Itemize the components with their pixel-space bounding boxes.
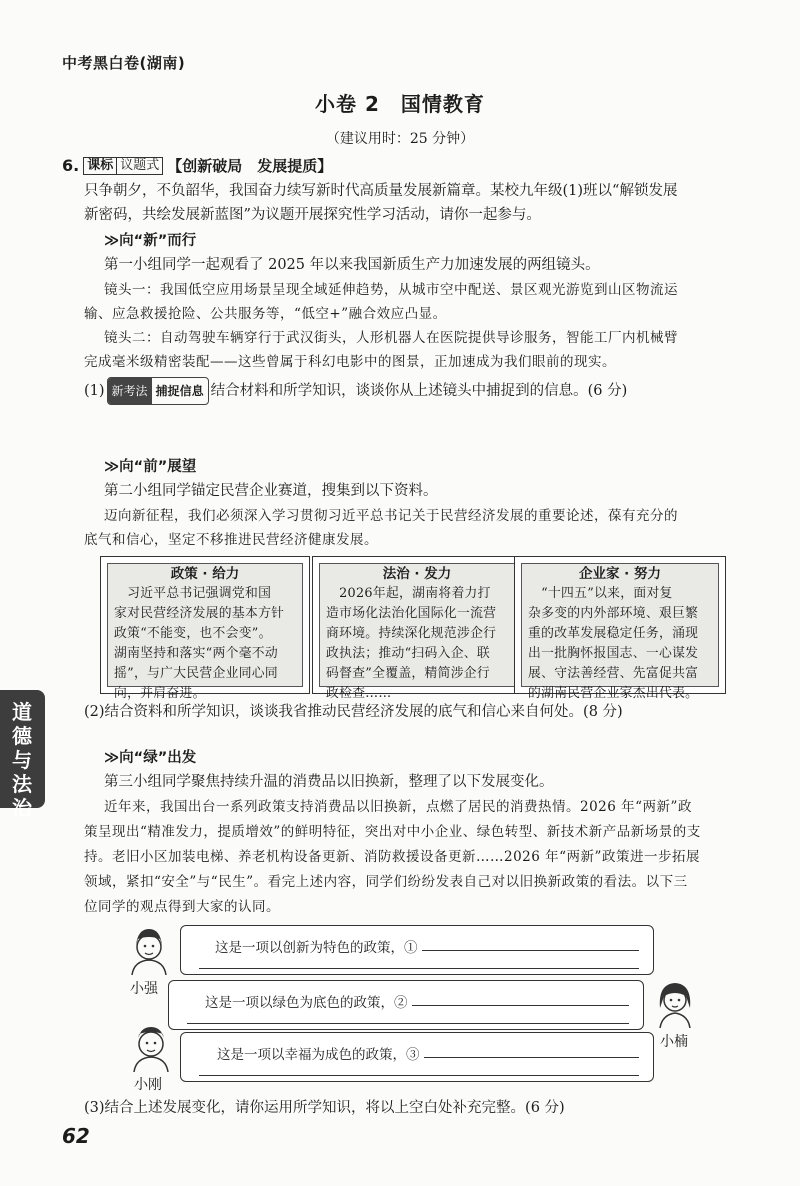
section-3-para-line-5: 位同学的观点得到大家的认同。 [84,899,280,915]
tag-topic-style: 议题式 [120,157,160,173]
subject-side-tab [0,690,45,820]
card-entrepreneur-title: 企业家 · 努力 [578,566,662,582]
card-line: 码督查”全覆盖，精简涉企行 [326,666,491,681]
card-line: 杂多变的内外部环境、艰巨繁 [528,606,699,621]
card-line: 2026年起，湖南将着力打 [326,586,491,601]
card-rule-of-law-text [326,584,508,704]
section-3-para-line-1: 近年来，我国出台一系列政策支持消费品以旧换新，点燃了居民的消费热情。2026 年“两新”政 [104,799,692,815]
card-line: 出一批胸怀报国志、一心谋发 [528,646,699,661]
card-line: “十四五”以来，面对复 [528,586,673,601]
suggested-time: （建议用时：25 分钟） [325,131,475,147]
boy-avatar-icon [128,1022,174,1072]
shot-2-line-2: 完成毫米级精密装配——这些曾属于科幻电影中的图景，正加速成为我们眼前的现实。 [84,354,616,370]
card-entrepreneur [514,556,726,701]
card-line: 重的改革发展稳定任务，涌现 [528,626,699,641]
question-tag [83,157,163,175]
opinion-bubble [168,980,644,1030]
card-line: 家对民营经济发展的基本方针 [114,606,285,621]
section-3-heading: ≫向“绿”出发 [104,750,197,766]
card-line: 摇”，与广大民营企业同心同 [114,666,279,681]
card-policy [100,556,310,701]
card-line: 习近平总书记强调党和国 [114,586,272,601]
card-line: 政策“不能变，也不会变”。 [114,626,272,641]
card-line: 的湖南民营企业家杰出代表。 [528,686,699,701]
opinion-text: 这是一项以创新为特色的政策，① [215,940,418,956]
answer-blank [412,991,630,1006]
card-entrepreneur-text [528,584,712,704]
opinion-bubble [180,925,654,975]
opinion-line [181,1043,653,1063]
answer-blank-line [199,968,639,969]
shot-1-line-1: 镜头一：我国低空应用场景呈现全域延伸趋势，从城市空中配送、景区观光游览到山区物流运 [104,282,678,298]
card-rule-of-law-body [319,563,515,701]
card-policy-text [114,584,296,704]
book-header: 中考黑白卷(湖南) [62,54,186,72]
card-policy-body [107,563,303,701]
card-rule-of-law-title: 法治 · 发力 [382,566,452,582]
card-line: 向，并肩奋进。 [114,686,206,701]
student-name: 小楠 [660,1034,688,1050]
student-name: 小强 [130,981,158,997]
card-line: 湖南坚持和落实“两个毫不动 [114,646,279,661]
new-method-tag [107,377,209,405]
card-policy-title: 政策 · 给力 [170,566,240,582]
sub-question-1 [84,377,627,405]
opinion-text: 这是一项以绿色为底色的政策，② [205,995,408,1011]
intro-line-2: 新密码，共绘发展新蓝图”为议题开展探究性学习活动，请你一起参与。 [84,207,541,223]
section-3-lead: 第三小组同学聚焦持续升温的消费品以旧换新，整理了以下发展变化。 [104,774,554,790]
answer-blank-line [187,1023,629,1024]
side-tab-label: 道德与法治 [12,700,32,820]
question-header [62,155,332,176]
card-line: 政检查…… [326,686,392,701]
section-1-heading: ≫向“新”而行 [104,233,197,249]
section-3-para-line-2: 策呈现出“精准发力，提质增效”的鲜明特征，突出对中小企业、绿色转型、新技术新产品新场景的支 [84,824,701,840]
sub-question-3: (3)结合上述发展变化，请你运用所学知识，将以上空白处补充完整。(6 分) [84,1100,565,1116]
answer-blank [424,1043,640,1058]
tag-curriculum: 课标 [87,158,117,174]
new-method-label: 新考法 [108,378,152,404]
section-2-heading: ≫向“前”展望 [104,459,197,475]
opinion-bubble [180,1032,654,1082]
opinion-line [169,991,643,1011]
paper-title: 小卷 2 国情教育 [315,92,485,116]
card-line: 造市场化法治化国际化一流营 [326,606,497,621]
section-1-lead: 第一小组同学一起观看了 2025 年以来我国新质生产力加速发展的两组镜头。 [104,257,600,273]
page-number: 62 [62,1124,90,1148]
q1-prefix: (1) [84,383,105,399]
student-name: 小刚 [134,1077,162,1093]
shot-2-line-1: 镜头二：自动驾驶车辆穿行于武汉街头，人形机器人在医院提供导诊服务，智能工厂内机械臂 [104,330,678,346]
section-2-lead: 第二小组同学锚定民营企业赛道，搜集到以下资料。 [104,483,438,499]
section-3-para-line-4: 领域，紧扣“安全”与“民生”。看完上述内容，同学们纷纷发表自己对以旧换新政策的看法。以下三 [84,874,688,890]
card-line: 展、守法善经营、先富促共富 [528,666,699,681]
shot-1-line-2: 输、应急救援抢险、公共服务等，“低空+”融合效应凸显。 [84,306,447,322]
card-entrepreneur-body [521,563,719,701]
sub-question-2: (2)结合资料和所学知识，谈谈我省推动民营经济发展的底气和信心来自何处。(8 分) [84,704,623,720]
card-rule-of-law [312,556,522,701]
card-line: 商环境。持续深化规范涉企行 [326,626,497,641]
section-2-para-line-2: 底气和信心，坚定不移推进民营经济健康发展。 [84,532,378,548]
question-number: 6. [62,156,80,175]
opinion-line [181,936,653,956]
answer-blank [422,936,640,951]
capture-info-label: 捕捉信息 [155,384,204,398]
opinion-text: 这是一项以幸福为成色的政策，③ [217,1047,420,1063]
section-2-para-line-1: 迈向新征程，我们必须深入学习贯彻习近平总书记关于民营经济发展的重要论述，葆有充分的 [104,508,678,524]
card-line: 政执法；推动“扫码入企、联 [326,646,491,661]
boy-avatar-icon [126,925,172,975]
girl-avatar-icon [652,978,698,1028]
answer-blank-line [199,1075,639,1076]
q1-text: 结合材料和所学知识，谈谈你从上述镜头中捕捉到的信息。(6 分) [210,383,628,399]
section-3-para-line-3: 持。老旧小区加装电梯、养老机构设备更新、消防救援设备更新……2026 年“两新”政策进一步拓展 [84,849,700,865]
question-title: 【创新破局 发展提质】 [167,157,333,175]
intro-line-1: 只争朝夕，不负韶华，我国奋力续写新时代高质量发展新篇章。某校九年级(1)班以“解锁发展 [84,183,678,199]
